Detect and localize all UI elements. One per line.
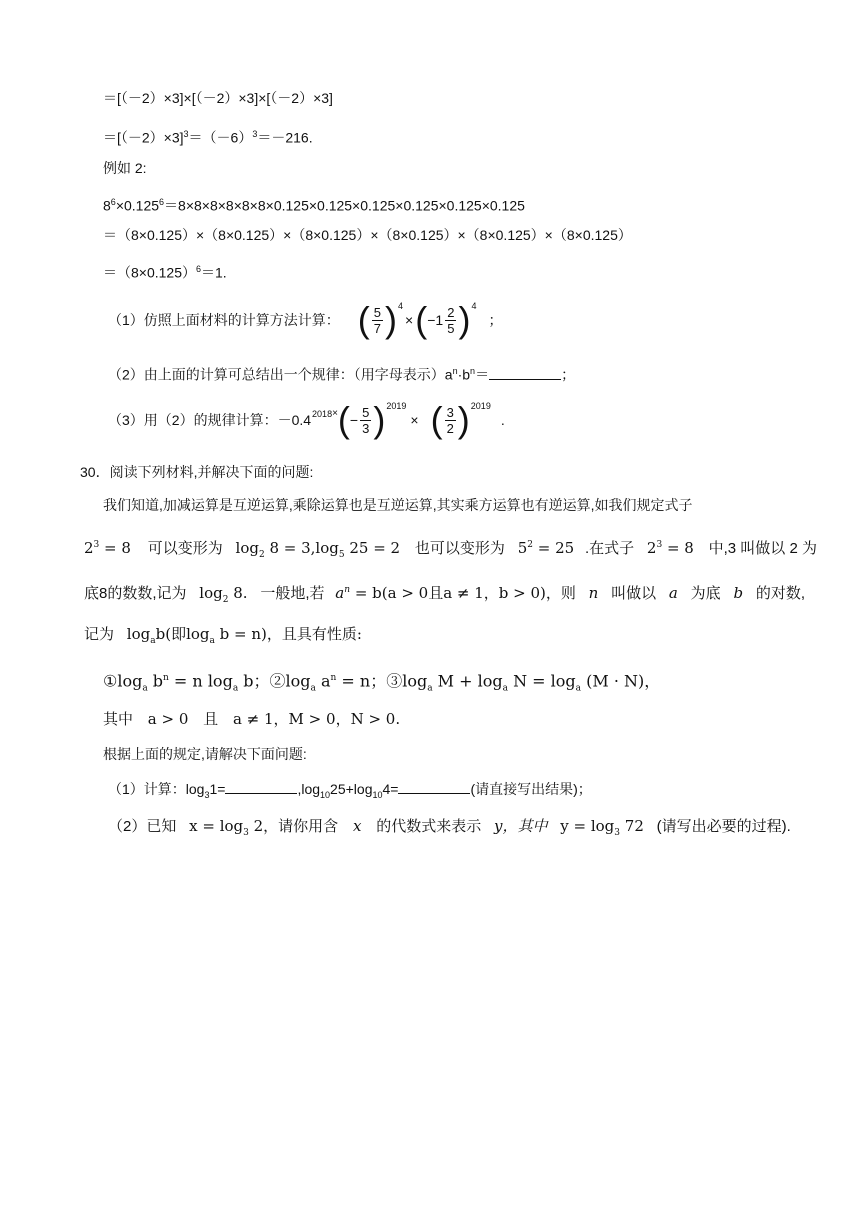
calc-line-4-b: ×0.125 xyxy=(115,197,160,214)
q30-r3-c: 8. xyxy=(228,584,248,602)
q30-s1-c: ,log xyxy=(297,781,321,797)
q30-r2-k: 2 xyxy=(646,539,657,557)
q29-p3-exp-1: 2019 xyxy=(386,401,407,411)
q30-r2-l: = 8 xyxy=(662,539,694,557)
calc-line-2-b: ＝（－6） xyxy=(188,129,253,146)
q29-part-1-label: （1）仿照上面材料的计算方法计算： xyxy=(108,312,340,328)
q29-p3-times-2: × xyxy=(410,412,419,428)
q30-r4-b: log xyxy=(126,625,151,643)
calc-line-6-b: ＝1. xyxy=(201,264,227,281)
q30-r2-e-sub: 5 xyxy=(338,550,345,560)
q30-intro xyxy=(103,495,693,515)
q29-part-1 xyxy=(108,298,502,342)
q30-s1-d: 25+log xyxy=(330,781,373,797)
q30-s2-c: 2，请你用含 xyxy=(248,817,339,835)
q30-r3-h: 叫做以 xyxy=(611,585,657,602)
q30-s2-a: （2）已知 xyxy=(108,818,177,835)
q30-s1-blank-1[interactable] xyxy=(225,779,297,794)
q30-s2-i: (请写出必要的过程). xyxy=(656,818,791,835)
q30-title-text: 30．阅读下列材料,并解决下面的问题: xyxy=(80,464,314,480)
q30-s1-a-sub: 3 xyxy=(204,789,210,800)
q30-s1-e: 4= xyxy=(382,781,399,797)
q30-prop-f-sub: a xyxy=(427,683,433,694)
q30-r3-b-sub: 2 xyxy=(222,595,229,605)
q30-r3-j: 为底 xyxy=(690,585,721,602)
q30-s1-f: (请直接写出结果)； xyxy=(470,781,592,797)
q29-p3-exp-2: 2019 xyxy=(470,401,491,411)
q30-sub-2 xyxy=(108,816,791,843)
q29-p3-f2-num: 3 xyxy=(446,404,454,420)
q29-p3-fraction-2 xyxy=(445,405,456,436)
q29-p1-f1-num: 5 xyxy=(373,304,382,320)
q30-r3-i: a xyxy=(668,584,678,602)
calc-line-1 xyxy=(103,88,333,108)
q29-part-2-label: （2）由上面的计算可总结出一个规律：（用字母表示）a xyxy=(108,366,453,383)
calc-line-5 xyxy=(103,225,632,245)
calc-line-4-c: ＝8×8×8×8×8×8×0.125×0.125×0.125×0.125×0.125×0.125 xyxy=(164,197,525,214)
q30-prop-g-sub: a xyxy=(502,683,508,694)
calc-line-2-sup: 3 xyxy=(183,129,189,139)
q30-r3-l: 的对数, xyxy=(755,585,806,602)
q30-s1-b: 1= xyxy=(209,781,226,797)
q30-r2-b: = 8 xyxy=(99,539,131,557)
q29-p1-f2-num: 2 xyxy=(447,304,455,320)
q30-r2-a-sup: 3 xyxy=(93,540,100,550)
q29-p1-exp-1: 4 xyxy=(398,301,404,311)
q29-p2-eq: ＝ xyxy=(475,366,490,383)
calc-line-2-c: ＝－216. xyxy=(257,129,313,146)
q30-prop-b-sup: n xyxy=(163,673,169,683)
q30-prop-h: N = log xyxy=(508,671,576,691)
q30-prop-d-sub: a xyxy=(310,683,316,694)
q30-prop-d: b；②log xyxy=(238,671,311,691)
q30-r2-c: 可以变形为 xyxy=(147,540,223,557)
q30-prop-a: ①log xyxy=(103,671,143,691)
q30-r2-d: log xyxy=(235,539,259,557)
q29-p1-fraction-group-1: ( $\frac{5}{7}$ ) 4 xyxy=(358,302,403,338)
q29-p3-neg: − xyxy=(349,412,359,428)
q29-p3-f2-den: 2 xyxy=(446,420,454,436)
q30-prop-c: = n log xyxy=(168,671,233,691)
q30-r3-k: b xyxy=(733,584,744,602)
calc-line-6-sup: 6 xyxy=(196,264,202,274)
q29-part-2 xyxy=(108,361,575,385)
calc-line-4 xyxy=(103,192,525,216)
q30-r4-a: 记为 xyxy=(84,626,115,643)
q30-row-3 xyxy=(84,580,805,610)
q29-part-3-label: （3）用（2）的规律计算：－0.4 xyxy=(108,412,312,428)
q30-s1-blank-2[interactable] xyxy=(398,779,470,794)
q30-prop-f: = n；③log xyxy=(336,671,428,691)
calc-line-4-a: 8 xyxy=(103,197,111,214)
example-2-text: 例如 2: xyxy=(103,160,147,176)
q30-properties xyxy=(103,668,660,699)
q30-r2-m: 中,3 叫做以 2 为 xyxy=(708,540,817,557)
q29-p3-times-1: × xyxy=(332,408,338,419)
q30-r2-i: = 25 xyxy=(532,539,575,557)
q30-s2-g: y = log xyxy=(560,817,615,835)
q29-p1-times: × xyxy=(405,312,414,328)
q29-p3-end: . xyxy=(500,412,505,428)
q29-p2-mid: ·b xyxy=(457,366,471,383)
q30-r3-e-sup: n xyxy=(344,585,351,595)
q29-p1-f1-den: 7 xyxy=(373,320,382,336)
q30-cond-d: a ≠ 1，M > 0，N > 0. xyxy=(232,710,401,728)
q30-s2-e: 的代数式来表示 xyxy=(376,818,482,835)
q30-r2-g: 也可以变形为 xyxy=(414,540,505,557)
q30-prop-e: a xyxy=(315,671,331,691)
q29-p3-f1-den: 3 xyxy=(362,420,370,436)
calc-line-6 xyxy=(103,259,227,283)
q29-p3-fraction-group-2: ( $\frac{3}{2}$ ) 2019 xyxy=(431,402,491,438)
q30-r2-e: 8 = 3,log xyxy=(264,539,339,557)
q30-cond-b: a > 0 xyxy=(147,710,189,728)
q29-p1-neg: −1 xyxy=(427,312,444,328)
q29-p3-fraction-1 xyxy=(360,405,371,436)
q30-r3-g: n xyxy=(588,584,599,602)
q30-r2-a: 2 xyxy=(84,539,94,557)
calc-line-4-sup1: 6 xyxy=(110,197,116,207)
q30-r2-f: 25 = 2 xyxy=(344,539,401,557)
q30-r4-d: b = n)，且具有性质: xyxy=(214,625,362,643)
q29-p3-fraction-group-1: ( − $\frac{5}{3}$ ) 2019 xyxy=(338,402,406,438)
q30-s2-g-sub: 3 xyxy=(614,828,621,838)
q30-r2-h: 5 xyxy=(517,539,528,557)
q30-cond-a: 其中 xyxy=(103,711,134,728)
q30-s1-a: （1）计算：log xyxy=(108,781,205,797)
q30-r3-e: a xyxy=(335,584,345,602)
q29-p1-fraction-1 xyxy=(372,305,383,336)
q29-p2-end: ； xyxy=(561,366,576,383)
q30-rule xyxy=(103,744,307,764)
calc-line-6-a: ＝（8×0.125） xyxy=(103,264,196,281)
q30-r2-k-sup: 3 xyxy=(656,540,663,550)
q29-p1-fraction-group-2: ( −1 $\frac{2}{5}$ ) 4 xyxy=(415,302,476,338)
q29-p2-n1: n xyxy=(452,366,458,376)
q30-prop-c-sub: a xyxy=(232,683,239,694)
q30-rule-text: 根据上面的规定,请解决下面问题: xyxy=(103,746,307,762)
q30-prop-g: M + log xyxy=(432,671,503,691)
q30-prop-a-sub: a xyxy=(142,683,148,694)
q30-s2-b-sub: 3 xyxy=(243,828,249,838)
calc-line-5-text: ＝（8×0.125）×（8×0.125）×（8×0.125）×（8×0.125）×（8×0.125）×（8×0.125） xyxy=(103,227,632,243)
q29-p1-fraction-2 xyxy=(445,305,456,336)
calc-line-2 xyxy=(103,124,313,148)
q30-sub-1 xyxy=(108,779,592,805)
q30-s2-h: 72 xyxy=(620,817,644,835)
q30-cond-c: 且 xyxy=(203,711,219,728)
q30-s2-b: x = log xyxy=(189,817,244,835)
q30-r4-c: b(即log xyxy=(155,625,210,643)
q30-row-2 xyxy=(84,535,817,565)
q30-conditions xyxy=(103,709,400,730)
q30-r3-b: log xyxy=(199,584,223,602)
q30-title xyxy=(80,462,313,482)
calc-line-2-sup2: 3 xyxy=(252,129,258,139)
q30-s1-c-sub: 10 xyxy=(320,789,331,800)
calc-line-1-text: ＝[（－2）×3]×[（－2）×3]×[（－2）×3] xyxy=(103,90,333,106)
q30-r2-j: .在式子 xyxy=(584,540,635,557)
q30-s2-f: y，其中 xyxy=(494,817,548,835)
q30-r3-d: 一般地,若 xyxy=(260,585,325,602)
q29-p3-f1-num: 5 xyxy=(362,404,370,420)
calc-line-2-a: ＝[（－2）×3] xyxy=(103,129,184,146)
q29-p1-end: ； xyxy=(488,312,503,328)
q30-r4-c-sub: a xyxy=(209,636,215,646)
q29-p2-n2: n xyxy=(470,366,476,376)
q30-prop-b: b xyxy=(147,671,164,691)
calc-line-4-sup2: 6 xyxy=(159,197,165,207)
q30-r3-f: = b(a > 0且a ≠ 1，b > 0)，则 xyxy=(350,584,576,602)
q29-part-3 xyxy=(108,396,505,444)
example-2-label xyxy=(103,158,147,178)
q30-r3-a: 底8的数数,记为 xyxy=(84,585,187,602)
q29-p2-answer-blank[interactable] xyxy=(489,365,561,380)
q30-s1-d-sub: 10 xyxy=(372,789,383,800)
q29-p3-sup-2018: 2018 xyxy=(312,409,333,419)
q30-prop-e-sup: n xyxy=(330,673,337,683)
q30-prop-h-sub: a xyxy=(575,683,582,694)
q29-p1-f2-den: 5 xyxy=(447,320,455,336)
q30-s2-d: x xyxy=(352,817,362,835)
q29-p1-exp-2: 4 xyxy=(471,301,477,311)
q30-r4-b-sub: a xyxy=(150,636,156,646)
q30-r2-d-sub: 2 xyxy=(258,550,265,560)
q30-row-4 xyxy=(84,624,362,651)
q30-r2-h-sup: 2 xyxy=(527,540,533,550)
q30-prop-i: (M · N)， xyxy=(581,671,661,691)
q30-intro-text: 我们知道,加减运算是互逆运算,乘除运算也是互逆运算,其实乘方运算也有逆运算,如我们规定式子 xyxy=(103,497,693,513)
